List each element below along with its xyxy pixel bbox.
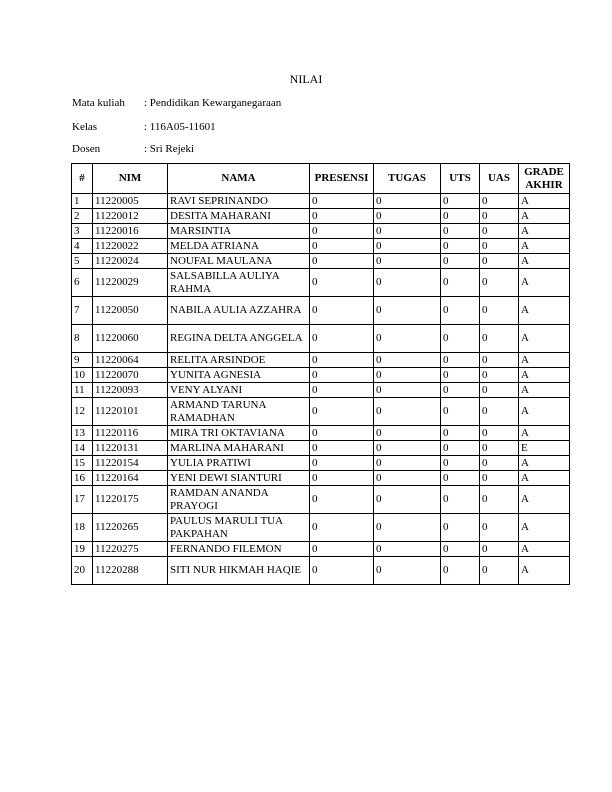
cell-presensi: 0 — [310, 254, 374, 269]
column-header-nim: NIM — [93, 164, 168, 194]
table-row — [72, 194, 570, 209]
cell-no: 17 — [72, 486, 93, 514]
table-row — [72, 254, 570, 269]
cell-no: 16 — [72, 471, 93, 486]
cell-uas: 0 — [480, 426, 519, 441]
cell-presensi: 0 — [310, 368, 374, 383]
cell-nama: DESITA MAHARANI — [168, 209, 310, 224]
cell-grade: A — [519, 471, 570, 486]
cell-tugas: 0 — [374, 426, 441, 441]
cell-tugas: 0 — [374, 557, 441, 585]
cell-nim: 11220265 — [93, 514, 168, 542]
cell-no: 12 — [72, 398, 93, 426]
cell-presensi: 0 — [310, 471, 374, 486]
cell-uts: 0 — [441, 194, 480, 209]
cell-presensi: 0 — [310, 224, 374, 239]
cell-no: 3 — [72, 224, 93, 239]
cell-nim: 11220116 — [93, 426, 168, 441]
cell-no: 18 — [72, 514, 93, 542]
cell-uas: 0 — [480, 398, 519, 426]
table-row — [72, 269, 570, 297]
cell-uts: 0 — [441, 224, 480, 239]
cell-uas: 0 — [480, 368, 519, 383]
cell-nama: MARLINA MAHARANI — [168, 441, 310, 456]
meta-class — [72, 121, 216, 133]
meta-course-label: Mata kuliah — [72, 97, 125, 109]
cell-presensi: 0 — [310, 269, 374, 297]
cell-tugas: 0 — [374, 486, 441, 514]
cell-nama: SALSABILLA AULIYA RAHMA — [168, 269, 310, 297]
cell-tugas: 0 — [374, 456, 441, 471]
cell-grade: A — [519, 426, 570, 441]
cell-no: 4 — [72, 239, 93, 254]
cell-nim: 11220005 — [93, 194, 168, 209]
table-row — [72, 456, 570, 471]
cell-nim: 11220029 — [93, 269, 168, 297]
cell-no: 8 — [72, 325, 93, 353]
cell-grade: A — [519, 297, 570, 325]
cell-no: 6 — [72, 269, 93, 297]
cell-uas: 0 — [480, 254, 519, 269]
cell-nama: RAMDAN ANANDA PRAYOGI — [168, 486, 310, 514]
meta-course — [72, 97, 281, 109]
cell-nim: 11220154 — [93, 456, 168, 471]
cell-nim: 11220093 — [93, 383, 168, 398]
cell-no: 19 — [72, 542, 93, 557]
cell-grade: A — [519, 239, 570, 254]
cell-no: 13 — [72, 426, 93, 441]
cell-tugas: 0 — [374, 398, 441, 426]
cell-nim: 11220288 — [93, 557, 168, 585]
cell-uts: 0 — [441, 297, 480, 325]
table-row — [72, 486, 570, 514]
cell-nama: NOUFAL MAULANA — [168, 254, 310, 269]
cell-presensi: 0 — [310, 325, 374, 353]
cell-tugas: 0 — [374, 325, 441, 353]
cell-uas: 0 — [480, 456, 519, 471]
cell-no: 5 — [72, 254, 93, 269]
cell-no: 14 — [72, 441, 93, 456]
cell-presensi: 0 — [310, 398, 374, 426]
cell-nim: 11220012 — [93, 209, 168, 224]
table-row — [72, 297, 570, 325]
meta-lecturer — [72, 143, 194, 155]
cell-tugas: 0 — [374, 269, 441, 297]
table-row — [72, 224, 570, 239]
column-header-no: # — [72, 164, 93, 194]
cell-nama: SITI NUR HIKMAH HAQIE — [168, 557, 310, 585]
cell-grade: A — [519, 368, 570, 383]
cell-tugas: 0 — [374, 209, 441, 224]
cell-presensi: 0 — [310, 514, 374, 542]
cell-uas: 0 — [480, 557, 519, 585]
table-row — [72, 353, 570, 368]
column-header-uas: UAS — [480, 164, 519, 194]
cell-presensi: 0 — [310, 239, 374, 254]
cell-grade: A — [519, 194, 570, 209]
cell-no: 20 — [72, 557, 93, 585]
cell-nama: YENI DEWI SIANTURI — [168, 471, 310, 486]
grades-table — [71, 163, 570, 585]
cell-grade: A — [519, 254, 570, 269]
page-title: NILAI — [289, 72, 323, 86]
cell-uas: 0 — [480, 224, 519, 239]
cell-uts: 0 — [441, 269, 480, 297]
cell-uts: 0 — [441, 542, 480, 557]
cell-uas: 0 — [480, 353, 519, 368]
cell-presensi: 0 — [310, 542, 374, 557]
cell-uts: 0 — [441, 239, 480, 254]
cell-uas: 0 — [480, 486, 519, 514]
cell-nim: 11220016 — [93, 224, 168, 239]
cell-uas: 0 — [480, 471, 519, 486]
cell-tugas: 0 — [374, 297, 441, 325]
column-header-grade: GRADE AKHIR — [519, 164, 570, 194]
cell-uts: 0 — [441, 209, 480, 224]
cell-uts: 0 — [441, 441, 480, 456]
cell-tugas: 0 — [374, 254, 441, 269]
cell-presensi: 0 — [310, 209, 374, 224]
cell-nama: YUNITA AGNESIA — [168, 368, 310, 383]
cell-grade: A — [519, 209, 570, 224]
cell-no: 11 — [72, 383, 93, 398]
cell-presensi: 0 — [310, 383, 374, 398]
cell-presensi: 0 — [310, 426, 374, 441]
cell-uas: 0 — [480, 209, 519, 224]
cell-nim: 11220064 — [93, 353, 168, 368]
table-row — [72, 325, 570, 353]
cell-nim: 11220131 — [93, 441, 168, 456]
cell-presensi: 0 — [310, 486, 374, 514]
cell-nama: ARMAND TARUNA RAMADHAN — [168, 398, 310, 426]
cell-uts: 0 — [441, 325, 480, 353]
cell-nim: 11220275 — [93, 542, 168, 557]
table-header-row — [72, 164, 570, 194]
cell-grade: A — [519, 557, 570, 585]
cell-grade: A — [519, 542, 570, 557]
cell-nama: VENY ALYANI — [168, 383, 310, 398]
cell-nama: MELDA ATRIANA — [168, 239, 310, 254]
column-header-presensi: PRESENSI — [310, 164, 374, 194]
meta-lecturer-value: : Sri Rejeki — [144, 143, 195, 155]
cell-uas: 0 — [480, 239, 519, 254]
cell-grade: A — [519, 398, 570, 426]
cell-nama: RELITA ARSINDOE — [168, 353, 310, 368]
cell-no: 15 — [72, 456, 93, 471]
cell-nama: NABILA AULIA AZZAHRA — [168, 297, 310, 325]
cell-nama: MARSINTIA — [168, 224, 310, 239]
table-row — [72, 209, 570, 224]
cell-uts: 0 — [441, 353, 480, 368]
table-row — [72, 542, 570, 557]
cell-tugas: 0 — [374, 514, 441, 542]
column-header-tugas: TUGAS — [374, 164, 441, 194]
cell-nama: YULIA PRATIWI — [168, 456, 310, 471]
cell-nim: 11220175 — [93, 486, 168, 514]
meta-class-value: : 116A05-11601 — [144, 121, 216, 133]
cell-presensi: 0 — [310, 297, 374, 325]
cell-nama: RAVI SEPRINANDO — [168, 194, 310, 209]
cell-uts: 0 — [441, 368, 480, 383]
cell-nama: REGINA DELTA ANGGELA — [168, 325, 310, 353]
cell-uts: 0 — [441, 557, 480, 585]
cell-uas: 0 — [480, 441, 519, 456]
cell-tugas: 0 — [374, 239, 441, 254]
cell-nim: 11220022 — [93, 239, 168, 254]
cell-grade: A — [519, 383, 570, 398]
cell-uas: 0 — [480, 297, 519, 325]
meta-lecturer-label: Dosen — [72, 143, 101, 155]
cell-uts: 0 — [441, 426, 480, 441]
table-body — [72, 194, 570, 585]
table-row — [72, 368, 570, 383]
cell-tugas: 0 — [374, 224, 441, 239]
table-row — [72, 441, 570, 456]
table-row — [72, 398, 570, 426]
cell-uas: 0 — [480, 325, 519, 353]
cell-no: 10 — [72, 368, 93, 383]
cell-uts: 0 — [441, 471, 480, 486]
cell-tugas: 0 — [374, 542, 441, 557]
cell-grade: A — [519, 486, 570, 514]
cell-presensi: 0 — [310, 557, 374, 585]
cell-presensi: 0 — [310, 456, 374, 471]
cell-uts: 0 — [441, 486, 480, 514]
cell-tugas: 0 — [374, 383, 441, 398]
cell-nama: PAULUS MARULI TUA PAKPAHAN — [168, 514, 310, 542]
column-header-uts: UTS — [441, 164, 480, 194]
cell-nama: MIRA TRI OKTAVIANA — [168, 426, 310, 441]
cell-no: 7 — [72, 297, 93, 325]
cell-uts: 0 — [441, 383, 480, 398]
cell-no: 1 — [72, 194, 93, 209]
cell-uts: 0 — [441, 514, 480, 542]
table-row — [72, 557, 570, 585]
cell-grade: E — [519, 441, 570, 456]
cell-grade: A — [519, 456, 570, 471]
table-row — [72, 383, 570, 398]
table-row — [72, 514, 570, 542]
table-row — [72, 239, 570, 254]
cell-uas: 0 — [480, 269, 519, 297]
cell-uts: 0 — [441, 398, 480, 426]
cell-presensi: 0 — [310, 194, 374, 209]
cell-no: 2 — [72, 209, 93, 224]
cell-uts: 0 — [441, 456, 480, 471]
cell-uas: 0 — [480, 514, 519, 542]
cell-nim: 11220050 — [93, 297, 168, 325]
cell-grade: A — [519, 514, 570, 542]
cell-grade: A — [519, 269, 570, 297]
cell-presensi: 0 — [310, 353, 374, 368]
cell-tugas: 0 — [374, 194, 441, 209]
meta-class-label: Kelas — [72, 121, 98, 133]
cell-tugas: 0 — [374, 368, 441, 383]
meta-course-value: : Pendidikan Kewarganegaraan — [144, 97, 282, 109]
column-header-nama: NAMA — [168, 164, 310, 194]
cell-nim: 11220070 — [93, 368, 168, 383]
cell-tugas: 0 — [374, 471, 441, 486]
cell-tugas: 0 — [374, 441, 441, 456]
cell-tugas: 0 — [374, 353, 441, 368]
cell-presensi: 0 — [310, 441, 374, 456]
cell-grade: A — [519, 353, 570, 368]
cell-uas: 0 — [480, 542, 519, 557]
cell-nama: FERNANDO FILEMON — [168, 542, 310, 557]
cell-grade: A — [519, 224, 570, 239]
cell-uas: 0 — [480, 194, 519, 209]
cell-grade: A — [519, 325, 570, 353]
cell-nim: 11220060 — [93, 325, 168, 353]
cell-nim: 11220024 — [93, 254, 168, 269]
cell-uas: 0 — [480, 383, 519, 398]
table-row — [72, 471, 570, 486]
cell-nim: 11220101 — [93, 398, 168, 426]
cell-no: 9 — [72, 353, 93, 368]
table-row — [72, 426, 570, 441]
cell-nim: 11220164 — [93, 471, 168, 486]
cell-uts: 0 — [441, 254, 480, 269]
